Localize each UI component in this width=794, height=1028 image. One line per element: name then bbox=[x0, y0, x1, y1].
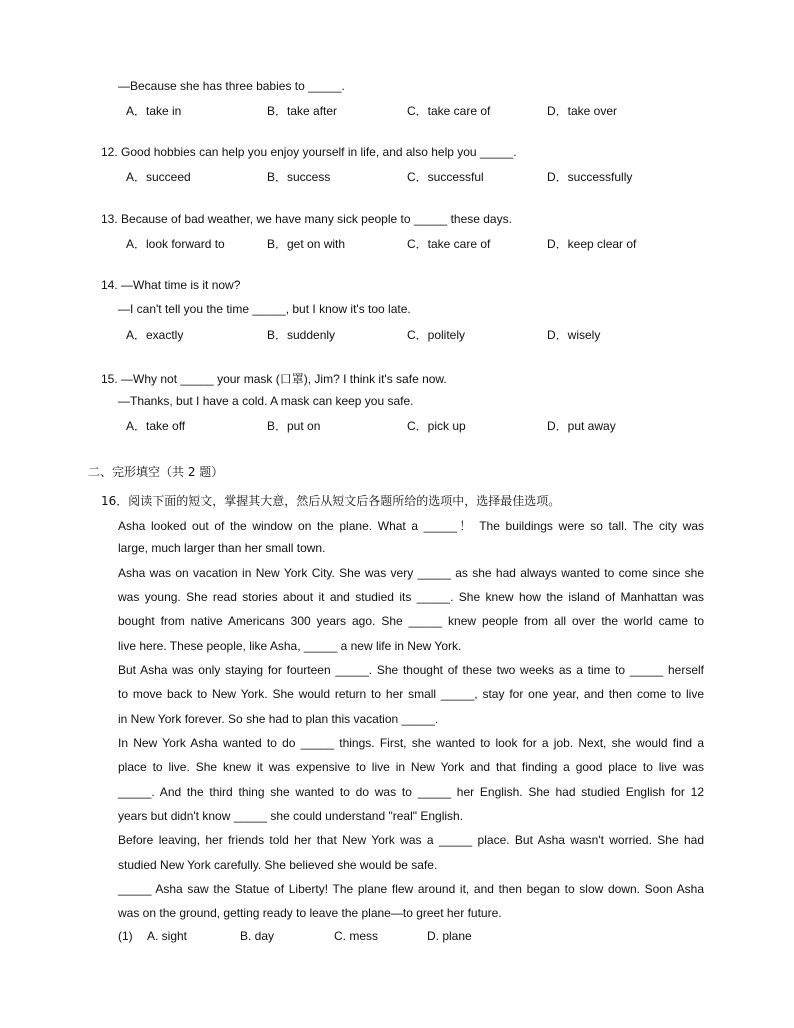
passage-line: to move back to New York. She would return to her small _____, stay for one year, and then come to live bbox=[118, 687, 704, 701]
q13-option-a: A．look forward to bbox=[126, 237, 225, 251]
passage-line: place to live. She knew it was expensive to live in New York and that finding a good place to live was bbox=[118, 760, 704, 774]
passage-line: In New York Asha wanted to do _____ things. First, she wanted to look for a job. Next, she would find a bbox=[118, 736, 704, 750]
passage-line: live here. These people, like Asha, _____ a new life in New York. bbox=[118, 639, 462, 653]
q15-option-d: D．put away bbox=[547, 419, 616, 433]
passage-line: Asha was on vacation in New York City. She was very _____ as she had always wanted to come since she bbox=[118, 566, 704, 580]
q15-option-a: A．take off bbox=[126, 419, 186, 433]
passage-line: Before leaving, her friends told her that New York was a _____ place. But Asha wasn't worried. She had bbox=[118, 833, 704, 847]
passage-line: was young. She read stories about it and studied its _____. She knew how the island of Manhattan was bbox=[118, 590, 704, 604]
question-14-stem: 14. —What time is it now? bbox=[101, 278, 241, 292]
q11-option-d: D．take over bbox=[547, 104, 618, 118]
q13-option-c: C．take care of bbox=[407, 237, 491, 251]
sub1-option-d: D. plane bbox=[427, 929, 472, 943]
passage-line: Asha looked out of the window on the plane. What a _____！ The buildings were so tall. The city was bbox=[118, 519, 704, 533]
subquestion-number: (1) bbox=[118, 929, 133, 943]
passage-line: _____. And the third thing she wanted to do was to _____ her English. She had studied English for 12 bbox=[118, 785, 704, 799]
passage-line: studied New York carefully. She believed she would be safe. bbox=[118, 858, 438, 872]
section-heading: 二、完形填空（共 2 题） bbox=[88, 465, 224, 479]
passage-line: in New York forever. So she had to plan this vacation _____. bbox=[118, 712, 439, 726]
q14-option-a: A．exactly bbox=[126, 328, 184, 342]
passage-line: But Asha was only staying for fourteen _____. She thought of these two weeks as a time to _____ herself bbox=[118, 663, 704, 677]
q11-option-a: A．take in bbox=[126, 104, 182, 118]
question-15-stem: 15. —Why not _____ your mask (口罩), Jim? I think it's safe now. bbox=[101, 372, 447, 386]
q13-option-b: B．get on with bbox=[267, 237, 346, 251]
passage-line: large, much larger than her small town. bbox=[118, 541, 326, 555]
q14-option-b: B．suddenly bbox=[267, 328, 336, 342]
q15-option-c: C．pick up bbox=[407, 419, 466, 433]
q14-option-c: C．politely bbox=[407, 328, 466, 342]
sub1-option-a: A. sight bbox=[147, 929, 188, 943]
q12-option-a: A．succeed bbox=[126, 170, 191, 184]
q11-option-b: B．take after bbox=[267, 104, 338, 118]
sub1-option-b: B. day bbox=[240, 929, 275, 943]
q14-option-d: D．wisely bbox=[547, 328, 601, 342]
question-12-stem: 12. Good hobbies can help you enjoy yourself in life, and also help you _____. bbox=[101, 145, 517, 159]
q11-option-c: C．take care of bbox=[407, 104, 491, 118]
passage-line: bought from native Americans 300 years ago. She _____ knew people from all over the world came to bbox=[118, 614, 704, 628]
question-15-response: —Thanks, but I have a cold. A mask can keep you safe. bbox=[118, 394, 414, 408]
question-14-response: —I can't tell you the time _____, but I know it's too late. bbox=[118, 302, 411, 316]
q13-option-d: D．keep clear of bbox=[547, 237, 637, 251]
q12-option-c: C．successful bbox=[407, 170, 484, 184]
q12-option-b: B．success bbox=[267, 170, 331, 184]
sub1-option-c: C. mess bbox=[334, 929, 379, 943]
question-13-stem: 13. Because of bad weather, we have many sick people to _____ these days. bbox=[101, 212, 512, 226]
q12-option-d: D．successfully bbox=[547, 170, 633, 184]
q15-option-b: B．put on bbox=[267, 419, 321, 433]
question-11-stem: —Because she has three babies to _____. bbox=[118, 79, 345, 93]
passage-line: _____ Asha saw the Statue of Liberty! The plane flew around it, and then began to slow down. Soon Asha bbox=[118, 882, 704, 896]
passage-line: years but didn't know _____ she could understand "real" English. bbox=[118, 809, 464, 823]
question-16-instruction: 16．阅读下面的短文，掌握其大意，然后从短文后各题所给的选项中，选择最佳选项。 bbox=[101, 494, 561, 508]
passage-line: was on the ground, getting ready to leave the plane—to greet her future. bbox=[118, 906, 502, 920]
